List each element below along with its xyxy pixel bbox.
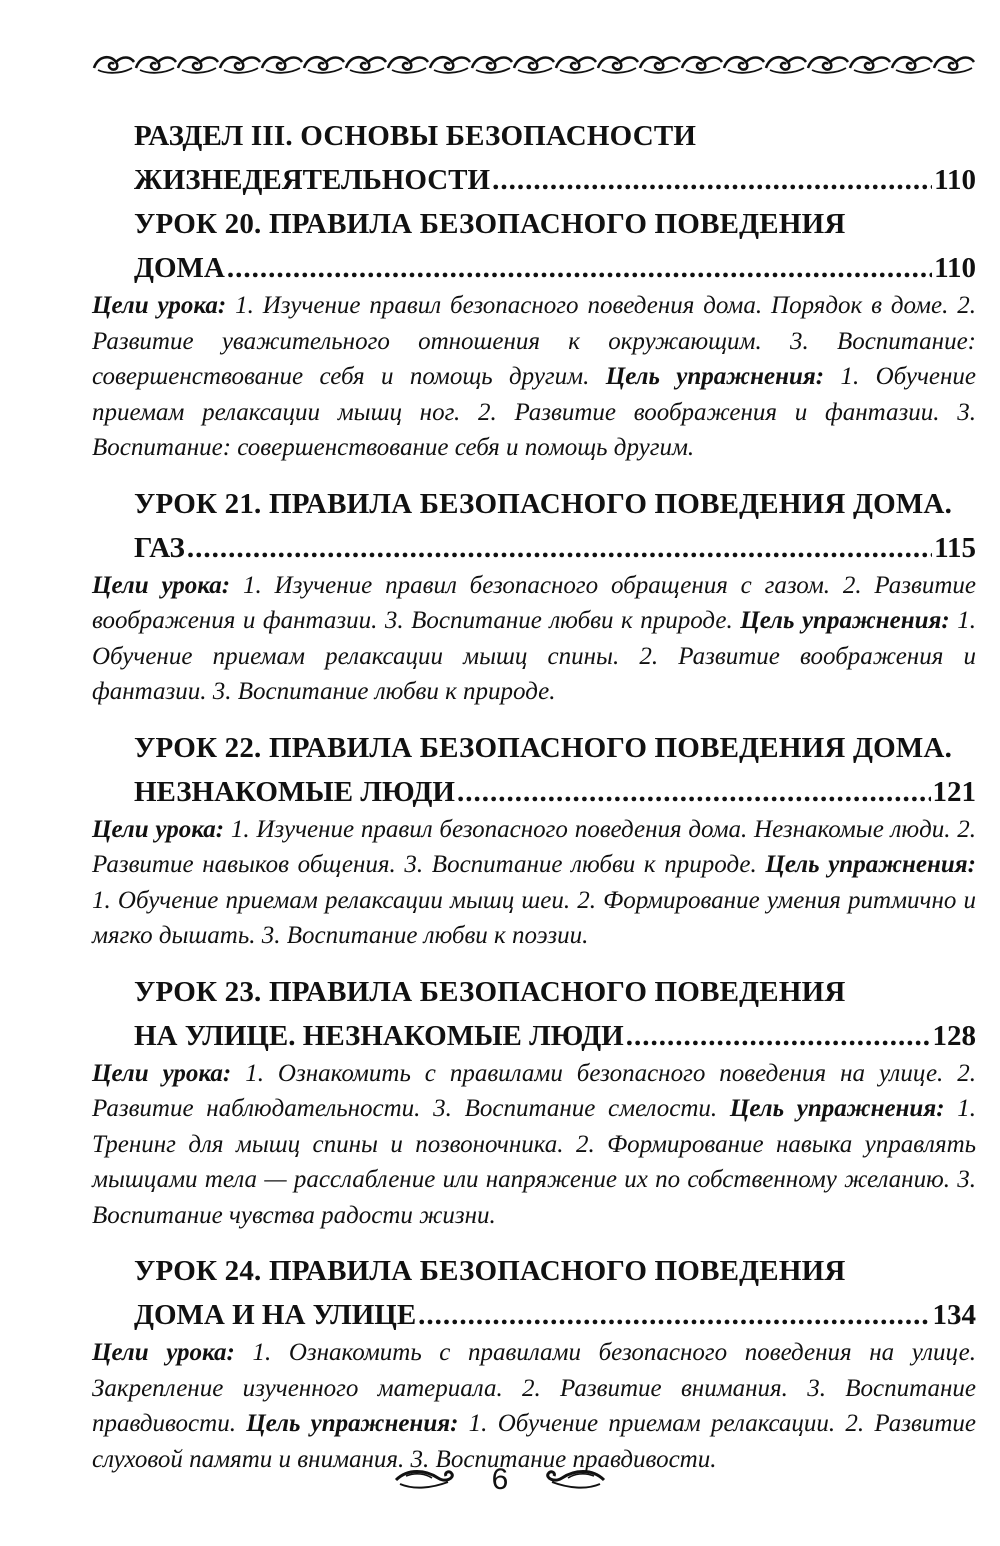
entry-title-line: УРОК 24. ПРАВИЛА БЕЗОПАСНОГО ПОВЕДЕНИЯ xyxy=(134,1255,846,1287)
toc-entry-lesson-21 xyxy=(92,480,976,710)
toc-entry-lesson-24 xyxy=(92,1247,976,1477)
page-number: 115 xyxy=(934,531,976,564)
lesson-description xyxy=(92,812,976,954)
page-number: 110 xyxy=(934,252,976,284)
dot-leader xyxy=(626,1016,931,1056)
scroll-ornament-border-icon xyxy=(92,46,976,76)
entry-title-line: ЖИЗНЕДЕЯТЕЛЬНОСТИ xyxy=(134,164,491,196)
entry-title-line: ГАЗ xyxy=(134,531,185,564)
goals-text: 1. Изучение правил безопасного поведения дома. Порядок в доме. 2. Развитие уважительного отношения к окружающим. 3. Воспитание: совершенствование себя и помощь другим. xyxy=(92,292,977,390)
page-footer xyxy=(0,1455,1000,1505)
entry-title-line: УРОК 21. ПРАВИЛА БЕЗОПАСНОГО ПОВЕДЕНИЯ ДОМА. xyxy=(134,487,953,520)
goals-label: Цели урока: xyxy=(92,1059,232,1087)
entry-title-line: РАЗДЕЛ III. ОСНОВЫ БЕЗОПАСНОСТИ xyxy=(134,120,697,152)
toc-line[interactable] xyxy=(92,1295,976,1335)
dot-leader xyxy=(418,1295,930,1335)
goals-text: 1. Изучение правил безопасного поведения дома. Незнакомые люди. 2. Развитие навыков общения. 3. Воспитание любви к природе. xyxy=(92,815,977,878)
goals-label: Цели урока: xyxy=(92,815,225,843)
entry-title-line: УРОК 20. ПРАВИЛА БЕЗОПАСНОГО ПОВЕДЕНИЯ xyxy=(134,208,846,240)
entry-title-line: НА УЛИЦЕ. НЕЗНАКОМЫЕ ЛЮДИ xyxy=(134,1019,624,1052)
dot-leader xyxy=(457,772,931,812)
scroll-flourish-right-icon xyxy=(538,1466,608,1494)
dot-leader xyxy=(227,248,932,288)
dot-leader xyxy=(492,160,932,200)
entry-title-line: ДОМА И НА УЛИЦЕ xyxy=(134,1299,417,1331)
goals-text: 1. Ознакомить с правилами безопасного поведения на улице. 2. Развитие наблюдательности. 3. Воспитание смелости. xyxy=(92,1059,977,1122)
exercise-label: Цель упражнения: xyxy=(765,851,976,878)
toc-line[interactable] xyxy=(92,1016,976,1056)
goals-text: 1. Изучение правил безопасного обращения с газом. 2. Развитие воображения и фантазии. 3. Воспитание любви к природе. xyxy=(92,571,977,634)
exercise-label: Цель упражнения: xyxy=(246,1410,459,1437)
toc-entry-lesson-20 xyxy=(92,200,976,466)
toc-entry-lesson-23 xyxy=(92,968,976,1234)
lesson-description xyxy=(92,1056,976,1234)
exercise-label: Цель упражнения: xyxy=(605,363,825,390)
toc-line[interactable] xyxy=(92,160,976,200)
entry-title-line: УРОК 23. ПРАВИЛА БЕЗОПАСНОГО ПОВЕДЕНИЯ xyxy=(134,975,846,1008)
table-of-contents xyxy=(92,112,976,1491)
toc-entry-lesson-22 xyxy=(92,724,976,954)
goals-label: Цели урока: xyxy=(92,1339,235,1366)
exercise-text: 1. Тренинг для мышц спины и позвоночника. 2. Формирование навыка управлять мышцами тела — расслабление или напряжение их по собственному желанию. 3. Воспитание чувства радости жизни. xyxy=(92,1095,976,1229)
entry-title-line: УРОК 22. ПРАВИЛА БЕЗОПАСНОГО ПОВЕДЕНИЯ ДОМА. xyxy=(134,731,953,764)
lesson-description xyxy=(92,288,976,466)
exercise-label: Цель упражнения: xyxy=(740,607,950,634)
dot-leader xyxy=(187,528,932,568)
page-number: 121 xyxy=(932,775,976,808)
lesson-description xyxy=(92,568,976,710)
goals-label: Цели урока: xyxy=(92,571,231,599)
exercise-text: 1. Обучение приемам релаксации мышц ног. 2. Развитие воображения и фантазии. 3. Воспитание: совершенствование себя и помощь другим. xyxy=(92,363,976,461)
page-number: 128 xyxy=(932,1019,976,1052)
exercise-text: 1. Обучение приемам релаксации мышц шеи. 2. Формирование умения ритмично и мягко дышать. 3. Воспитание любви к поэзии. xyxy=(92,886,976,949)
exercise-text: 1. Обучение приемам релаксации мышц спины. 2. Развитие воображения и фантазии. 3. Воспитание любви к природе. xyxy=(92,607,976,705)
entry-title-line: НЕЗНАКОМЫЕ ЛЮДИ xyxy=(134,775,455,808)
entry-title-line: ДОМА xyxy=(134,252,225,284)
page-number-footer: 6 xyxy=(491,1463,509,1496)
goals-label: Цели урока: xyxy=(92,292,227,319)
toc-line[interactable] xyxy=(92,248,976,288)
exercise-text: 1. Обучение приемам релаксации. 2. Развитие слуховой памяти и внимания. 3. Воспитание правдивости. xyxy=(92,1410,976,1473)
toc-line[interactable] xyxy=(92,772,976,812)
exercise-label: Цель упражнения: xyxy=(729,1095,945,1122)
toc-entry-section-3 xyxy=(92,112,976,200)
goals-text: 1. Ознакомить с правилами безопасного поведения на улице. Закрепление изученного материала. 2. Развитие внимания. 3. Воспитание правдивости. xyxy=(92,1339,976,1437)
page-number: 134 xyxy=(932,1299,976,1331)
page-number: 110 xyxy=(934,164,976,196)
toc-line[interactable] xyxy=(92,528,976,568)
scroll-flourish-left-icon xyxy=(392,1466,462,1494)
